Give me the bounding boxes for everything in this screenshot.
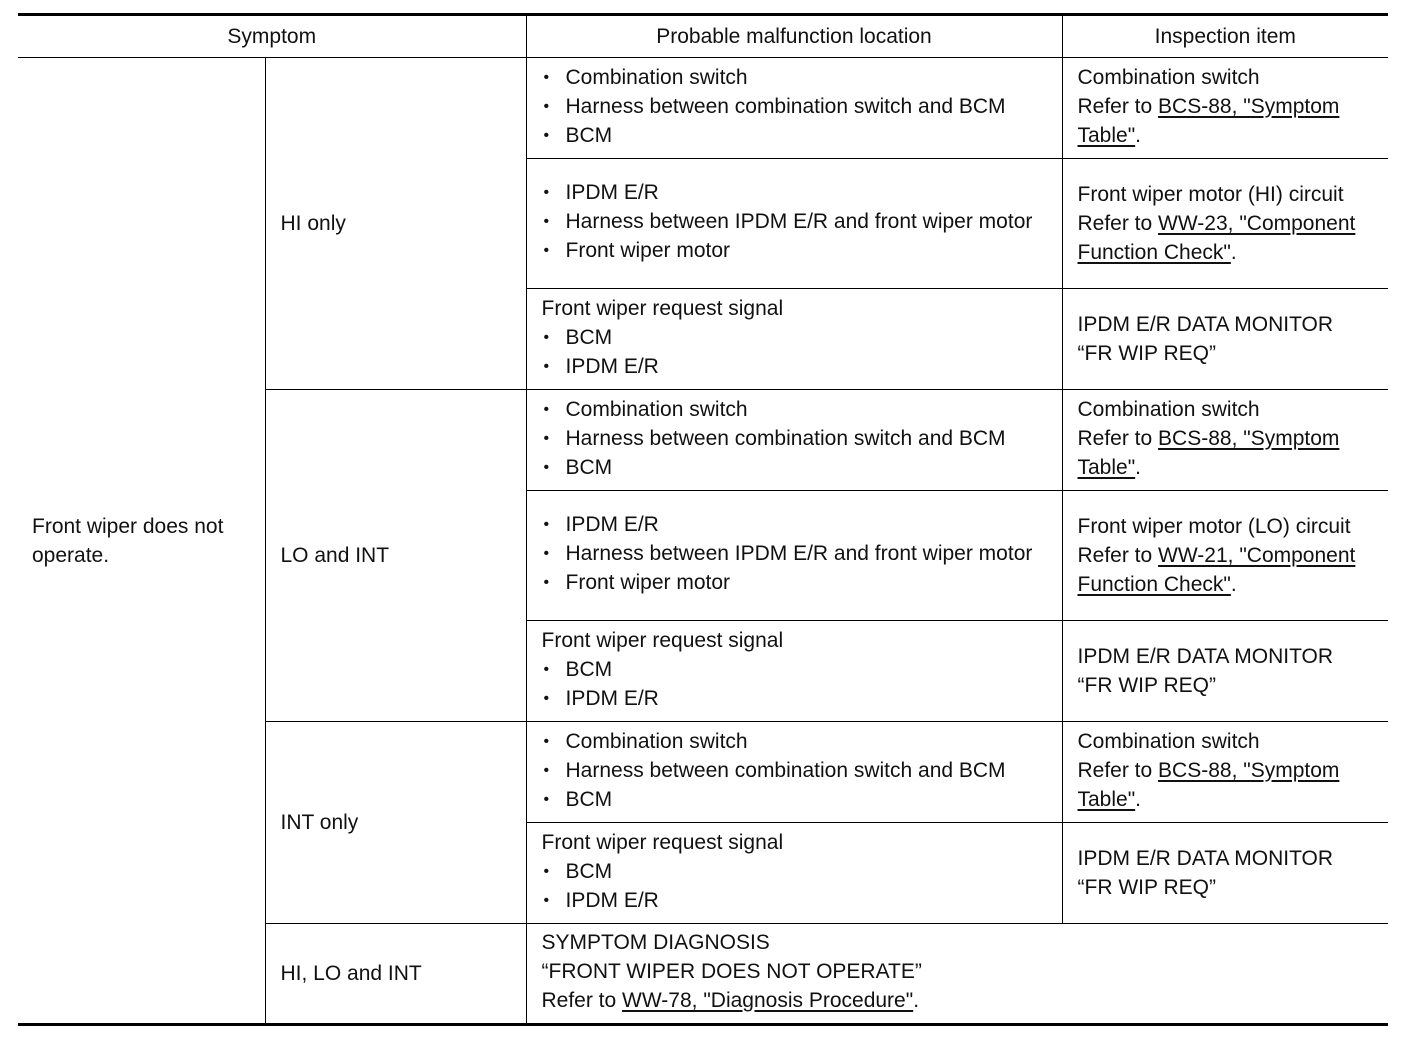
- refer-prefix: Refer to: [1077, 758, 1159, 782]
- diagnosis-link[interactable]: WW-78, "Diagnosis Procedure": [622, 989, 914, 1012]
- reference-link[interactable]: WW-21, "Component Function Check": [1077, 544, 1356, 596]
- inspection-title: Combination switch: [1077, 397, 1260, 421]
- list-item: • IPDM E/R: [542, 178, 1062, 207]
- header-symptom: Symptom: [18, 15, 526, 58]
- location-cell: [526, 289, 1062, 390]
- monitor-item: “FR WIP REQ”: [1077, 342, 1216, 365]
- list-item: • BCM: [542, 655, 1062, 684]
- header-row: [18, 15, 1388, 58]
- list-item: • Combination switch: [542, 727, 1062, 756]
- table-row: [18, 58, 1388, 159]
- signal-title: Front wiper request signal: [541, 296, 784, 320]
- reference-suffix: .: [913, 989, 920, 1012]
- inspection-cell: [1062, 722, 1388, 823]
- list-item: • BCM: [542, 857, 1062, 886]
- inspection-title: Front wiper motor (HI) circuit: [1077, 183, 1344, 206]
- location-cell: [526, 58, 1062, 159]
- inspection-cell: [1062, 58, 1388, 159]
- monitor-title: IPDM E/R DATA MONITOR: [1077, 847, 1334, 870]
- reference-link[interactable]: WW-23, "Component Function Check": [1077, 212, 1356, 264]
- inspection-title: Front wiper motor (LO) circuit: [1077, 515, 1351, 538]
- symptom-main: Front wiper does not operate.: [18, 58, 265, 1025]
- sub-symptom-int-only: INT only: [265, 722, 526, 924]
- reference-suffix: .: [1135, 455, 1142, 479]
- sub-symptom-lo-int: LO and INT: [265, 390, 526, 722]
- refer-prefix: Refer to: [541, 989, 623, 1012]
- symptom-table: [18, 13, 1388, 1026]
- diagnosis-title: SYMPTOM DIAGNOSIS: [541, 931, 770, 954]
- sub-symptom-hi-only: HI only: [265, 58, 526, 390]
- reference-suffix: .: [1230, 241, 1237, 264]
- inspection-cell: [1062, 289, 1388, 390]
- header-inspection: Inspection item: [1062, 15, 1388, 58]
- list-item: • Front wiper motor: [542, 236, 1062, 265]
- list-item: • BCM: [542, 121, 1062, 150]
- list-item: • IPDM E/R: [542, 352, 1062, 381]
- location-cell: [526, 159, 1062, 289]
- inspection-title: Combination switch: [1077, 729, 1260, 753]
- location-cell: [526, 823, 1062, 924]
- monitor-title: IPDM E/R DATA MONITOR: [1077, 313, 1334, 336]
- refer-prefix: Refer to: [1077, 212, 1159, 235]
- list-item: • Harness between combination switch and BCM: [542, 92, 1062, 121]
- inspection-title: Combination switch: [1077, 65, 1260, 89]
- list-item: • Combination switch: [542, 63, 1062, 92]
- inspection-cell: [1062, 491, 1388, 621]
- list-item: • Harness between combination switch and BCM: [542, 424, 1062, 453]
- diagnosis-symptom: “FRONT WIPER DOES NOT OPERATE”: [541, 960, 922, 983]
- monitor-item: “FR WIP REQ”: [1077, 876, 1216, 899]
- location-cell: [526, 390, 1062, 491]
- refer-prefix: Refer to: [1077, 544, 1159, 567]
- inspection-cell: [1062, 390, 1388, 491]
- sub-symptom-all: HI, LO and INT: [265, 924, 526, 1025]
- signal-title: Front wiper request signal: [541, 628, 784, 652]
- refer-prefix: Refer to: [1077, 94, 1159, 118]
- reference-link[interactable]: BCS-88, "Symptom Table": [1077, 426, 1340, 479]
- list-item: • Harness between combination switch and BCM: [542, 756, 1062, 785]
- reference-link[interactable]: BCS-88, "Symptom Table": [1077, 94, 1340, 147]
- signal-title: Front wiper request signal: [541, 830, 784, 854]
- location-cell: [526, 621, 1062, 722]
- list-item: • BCM: [542, 453, 1062, 482]
- refer-prefix: Refer to: [1077, 426, 1159, 450]
- location-cell: [526, 722, 1062, 823]
- list-item: • IPDM E/R: [542, 510, 1062, 539]
- list-item: • Harness between IPDM E/R and front wiper motor: [542, 539, 1062, 568]
- list-item: • IPDM E/R: [542, 886, 1062, 915]
- list-item: • IPDM E/R: [542, 684, 1062, 713]
- list-item: • Harness between IPDM E/R and front wiper motor: [542, 207, 1062, 236]
- list-item: • BCM: [542, 785, 1062, 814]
- inspection-cell: [1062, 159, 1388, 289]
- reference-suffix: .: [1135, 787, 1142, 811]
- reference-suffix: .: [1230, 573, 1237, 596]
- inspection-cell: [1062, 823, 1388, 924]
- reference-link[interactable]: BCS-88, "Symptom Table": [1077, 758, 1340, 811]
- diagnosis-cell: [526, 924, 1388, 1025]
- monitor-item: “FR WIP REQ”: [1077, 674, 1216, 697]
- list-item: • Combination switch: [542, 395, 1062, 424]
- inspection-cell: [1062, 621, 1388, 722]
- header-location: Probable malfunction location: [526, 15, 1062, 58]
- list-item: • Front wiper motor: [542, 568, 1062, 597]
- monitor-title: IPDM E/R DATA MONITOR: [1077, 645, 1334, 668]
- list-item: • BCM: [542, 323, 1062, 352]
- location-cell: [526, 491, 1062, 621]
- reference-suffix: .: [1135, 123, 1142, 147]
